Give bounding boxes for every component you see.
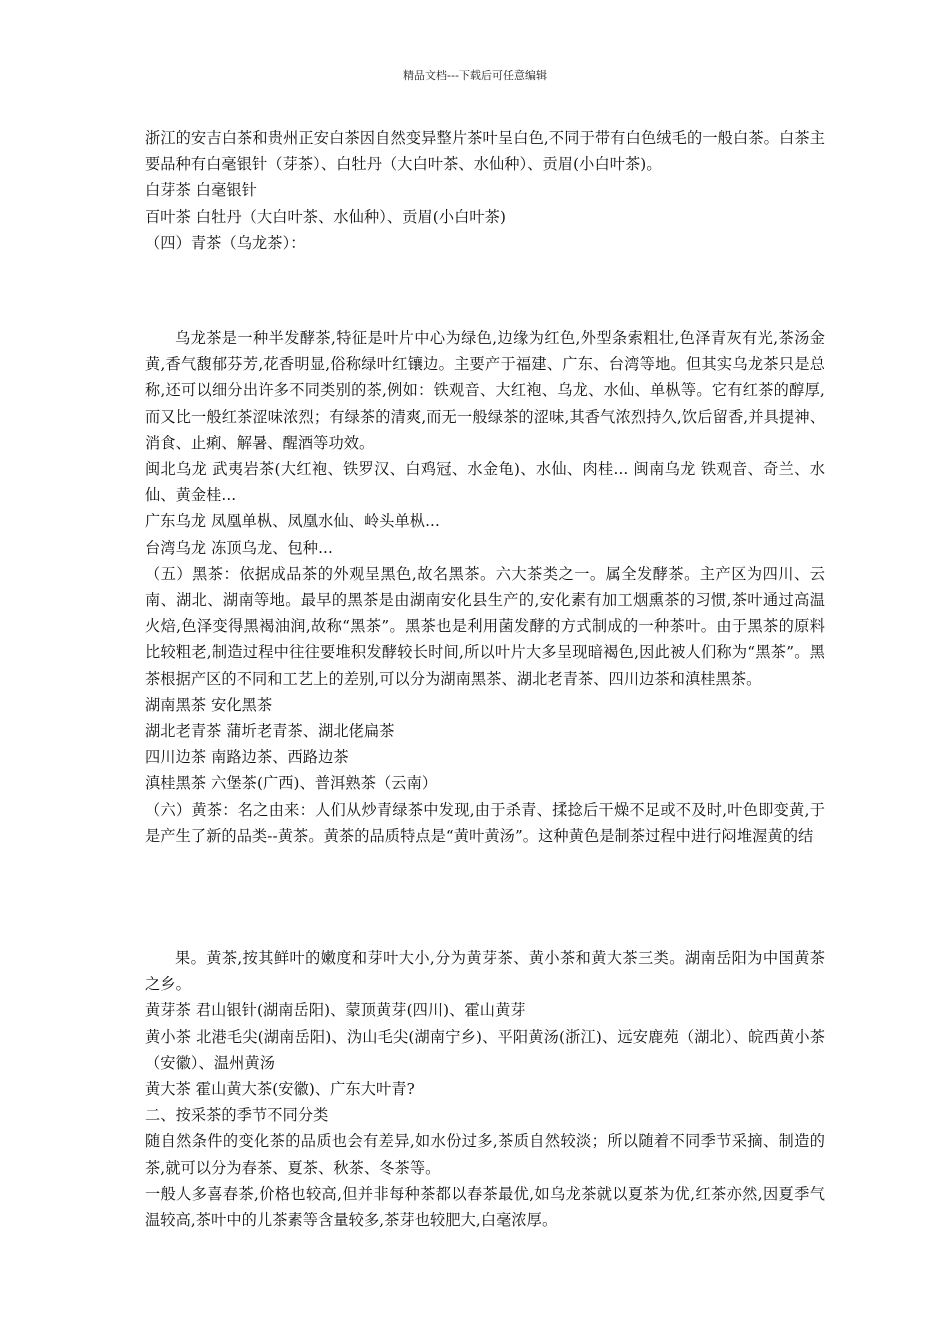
section-heading: （四）青茶（乌龙茶）： [145,233,306,252]
paragraph: 台湾乌龙 冻顶乌龙、包种... [145,538,333,557]
paragraph: 随自然条件的变化茶的品质也会有差异,如水份过多,茶质自然较淡；所以随着不同季节采摘、制造的茶,就可以分为春茶、夏茶、秋茶、冬茶等。 [145,1132,825,1177]
paragraph: 四川边茶 南路边茶、西路边茶 [145,748,349,767]
paragraph: 浙江的安吉白茶和贵州正安白茶因自然变异整片茶叶呈白色,不同于带有白色绒毛的一般白茶。白茶主要品种有白毫银针（芽茶）、白牡丹（大白叶茶、水仙种）、贡眉(小白叶茶)。 [145,129,825,174]
page-header: 精品文档---下载后可任意编辑 [403,69,547,82]
paragraph: 黄小茶 北港毛尖(湖南岳阳)、沩山毛尖(湖南宁乡)、平阳黄汤(浙江)、远安鹿苑（湖北）、皖西黄小茶（安徽）、温州黄汤 [145,1027,825,1072]
paragraph: 闽北乌龙 武夷岩茶(大红袍、铁罗汉、白鸡冠、水金龟)、水仙、肉桂... 闽南乌龙 铁观音、奇兰、水仙、黄金桂... [145,460,825,505]
paragraph: 湖南黑茶 安化黑茶 [145,695,273,714]
paragraph: 一般人多喜春茶,价格也较高,但并非每种茶都以春茶最优,如乌龙茶就以夏茶为优,红茶亦然,因夏季气温较高,茶叶中的儿茶素等含量较多,茶芽也较肥大,白毫浓厚。 [145,1184,825,1230]
paragraph: 黄芽茶 君山银针(湖南岳阳)、蒙顶黄芽(四川)、霍山黄芽 [145,1001,526,1020]
text-block-oolong-dark-yellow-tea [145,325,825,849]
paragraph: 黄大茶 霍山黄大茶(安徽)、广东大叶青? [145,1080,415,1099]
section-heading: 二、按采茶的季节不同分类 [145,1106,329,1125]
paragraph: 广东乌龙 凤凰单枞、凤凰水仙、岭头单枞... [145,512,440,531]
paragraph: （五）黑茶：依据成品茶的外观呈黑色,故名黑茶。六大茶类之一。属全发酵茶。主产区为四川、云南、湖北、湖南等地。最早的黑茶是由湖南安化县生产的,安化素有加工烟熏茶的习惯,茶叶通过高温火焙,色泽变得黑褐油润,故称“黑茶”。黑茶也是利用菌发酵的方式制成的一种茶叶。由于黑茶的原料比较粗老,制造过程中往往要堆积发酵较长时间,所以叶片大多呈现暗褐色,因此被人们称为“黑茶”。黑茶根据产区的不同和工艺上的差别,可以分为湖南黑茶、湖北老青茶、四川边茶和滇桂黑茶。 [145,564,825,688]
text-block-white-tea [145,125,825,256]
paragraph: 白芽茶 白毫银针 [145,181,257,200]
paragraph: 百叶茶 白牡丹（大白叶茶、水仙种）、贡眉(小白叶茶) [145,207,506,226]
paragraph: 果。黄茶,按其鲜叶的嫩度和芽叶大小,分为黄芽茶、黄小茶和黄大茶三类。湖南岳阳为中国黄茶之乡。 [145,949,825,994]
paragraph: 湖北老青茶 蒲圻老青茶、湖北佬扁茶 [145,722,395,741]
text-block-yellow-tea-seasons [145,945,825,1233]
paragraph: （六）黄茶：名之由来：人们从炒青绿茶中发现,由于杀青、揉捻后干燥不足或不及时,叶色即变黄,于是产生了新的品类--黄茶。黄茶的品质特点是“黄叶黄汤”。这种黄色是制茶过程中进行闷堆渥黄的结 [145,800,825,845]
paragraph: 滇桂黑茶 六堡茶(广西)、普洱熟茶（云南） [145,774,438,793]
paragraph: 乌龙茶是一种半发酵茶,特征是叶片中心为绿色,边缘为红色,外型条索粗壮,色泽青灰有光,茶汤金黄,香气馥郁芬芳,花香明显,俗称绿叶红镶边。主要产于福建、广东、台湾等地。但其实乌龙茶只是总称,还可以细分出许多不同类别的茶,例如：铁观音、大红袍、乌龙、水仙、单枞等。它有红茶的醇厚,而又比一般红茶涩味浓烈；有绿茶的清爽,而无一般绿茶的涩味,其香气浓烈持久,饮后留香,并具提神、消食、止痢、解暑、醒酒等功效。 [145,329,825,452]
